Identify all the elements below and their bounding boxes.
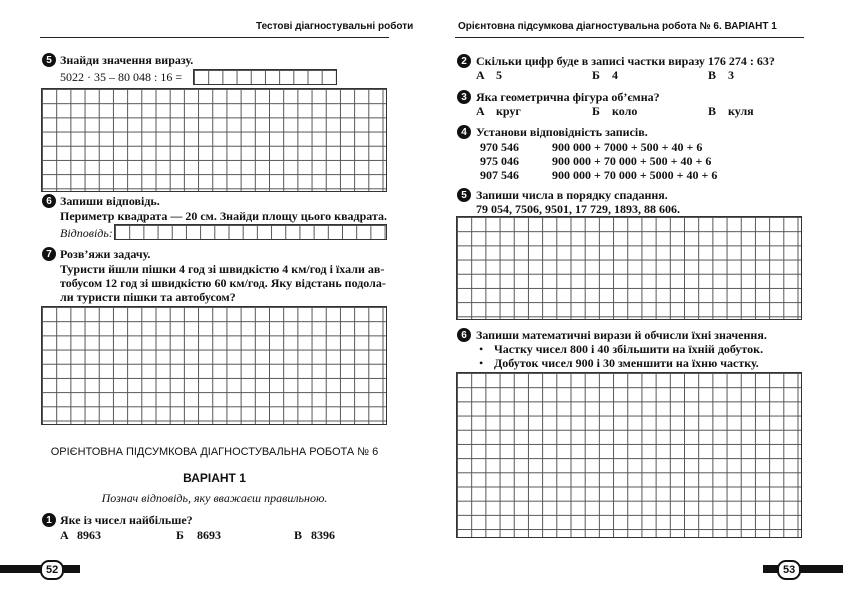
bullet: • — [479, 342, 484, 356]
task7-title: Розв’яжи задачу. — [60, 247, 151, 261]
task7-line: тобусом 12 год зі швидкістю 60 км/год. Яку відстань подола- — [60, 276, 386, 290]
match-right[interactable]: 900 000 + 70 000 + 5000 + 40 + 6 — [552, 168, 718, 182]
match-right[interactable]: 900 000 + 7000 + 500 + 40 + 6 — [552, 140, 703, 154]
task4-title: Установи відповідність записів. — [476, 125, 648, 139]
task1-title: Яке із чисел найбільше? — [60, 513, 193, 527]
option-value: 8693 — [197, 528, 221, 542]
task6-title: Запиши відповідь. — [60, 194, 160, 208]
task-number-badge: 3 — [457, 90, 471, 104]
task2-title: Скільки цифр буде в записі частки виразу 176 274 : 63? — [476, 54, 775, 68]
task-number-badge: 5 — [457, 188, 471, 202]
match-right[interactable]: 900 000 + 70 000 + 500 + 40 + 6 — [552, 154, 712, 168]
bullet-text: Добуток чисел 900 і 30 зменшити на їхню частку. — [494, 356, 759, 370]
task6-grid[interactable] — [456, 372, 802, 538]
answer-label: Відповідь: — [60, 226, 113, 240]
match-left[interactable]: 907 546 — [480, 168, 519, 182]
task-number-badge: 1 — [42, 513, 56, 527]
task5-grid[interactable] — [41, 88, 387, 192]
variant-title: ВАРІАНТ 1 — [183, 471, 246, 485]
task6-title: Запиши математичні вирази й обчисли їхні значення. — [476, 328, 767, 342]
page-number: 53 — [777, 560, 801, 580]
option-value: 8396 — [311, 528, 335, 542]
page-number: 52 — [40, 560, 64, 580]
task3-title: Яка геометрична фігура об’ємна? — [476, 90, 660, 104]
task-number-badge: 2 — [457, 54, 471, 68]
answer-cells[interactable] — [114, 224, 387, 240]
option-value: куля — [728, 104, 754, 118]
match-left[interactable]: 970 546 — [480, 140, 519, 154]
option-letter[interactable]: В — [294, 528, 303, 542]
task5-expression: 5022 · 35 – 80 048 : 16 = — [60, 70, 183, 84]
task-number-badge: 7 — [42, 247, 56, 261]
instruction: Познач відповідь, яку вважаєш правильною. — [101, 491, 328, 505]
task7-line: Туристи йшли пішки 4 год зі швидкістю 4 км/год і їхали ав- — [60, 262, 385, 276]
option-letter[interactable]: Б — [592, 104, 600, 118]
option-letter[interactable]: Б — [176, 528, 184, 542]
option-value: 3 — [728, 68, 734, 82]
left-header-rule — [40, 37, 389, 38]
task7-line: ли туристи пішки та автобусом? — [60, 290, 236, 304]
option-value: коло — [612, 104, 638, 118]
match-left[interactable]: 975 046 — [480, 154, 519, 168]
right-header-rule — [455, 37, 804, 38]
option-letter[interactable]: А — [476, 104, 485, 118]
numbers-list: 79 054, 7506, 9501, 17 729, 1893, 88 606. — [476, 202, 680, 216]
footer-bar — [763, 565, 843, 573]
option-value: круг — [496, 104, 521, 118]
left-page-header: Тестові діагностувальні роботи — [256, 21, 414, 32]
task-number-badge: 6 — [42, 194, 56, 208]
bullet: • — [479, 356, 484, 370]
task5-title: Знайди значення виразу. — [60, 53, 194, 67]
task-number-badge: 5 — [42, 53, 56, 67]
option-letter[interactable]: А — [476, 68, 485, 82]
task-number-badge: 4 — [457, 125, 471, 139]
option-value: 5 — [496, 68, 502, 82]
task5-title: Запиши числа в порядку спадання. — [476, 188, 668, 202]
task7-grid[interactable] — [41, 306, 387, 425]
bullet-text: Частку чисел 800 і 40 збільшити на їхній добуток. — [494, 342, 764, 356]
task5-grid[interactable] — [456, 216, 802, 320]
task-number-badge: 6 — [457, 328, 471, 342]
option-letter[interactable]: В — [708, 104, 717, 118]
option-letter[interactable]: В — [708, 68, 717, 82]
option-letter[interactable]: Б — [592, 68, 600, 82]
answer-cells[interactable] — [193, 69, 337, 85]
task6-text: Периметр квадрата — 20 см. Знайди площу цього квадрата. — [60, 209, 388, 223]
option-letter[interactable]: А — [60, 528, 69, 542]
section-title: ОРІЄНТОВНА ПІДСУМКОВА ДІАГНОСТУВАЛЬНА РОБОТА № 6 — [50, 446, 379, 458]
option-value: 8963 — [77, 528, 101, 542]
right-page-header: Орієнтовна підсумкова діагностувальна робота № 6. ВАРІАНТ 1 — [458, 21, 777, 32]
option-value: 4 — [612, 68, 618, 82]
